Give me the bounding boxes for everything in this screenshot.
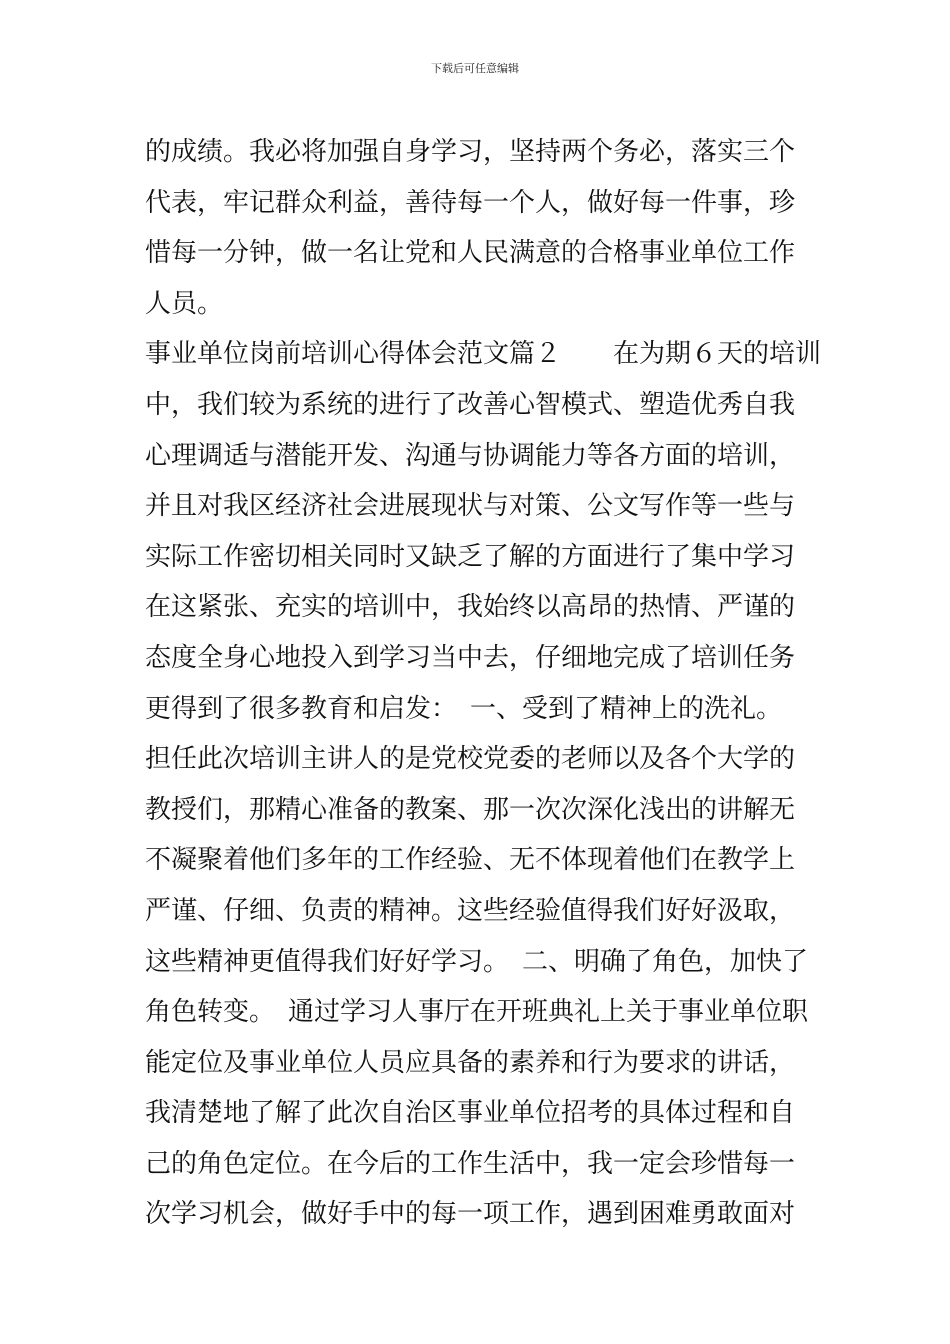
text-line: 代表，牢记群众利益，善待每一个人，做好每一件事，珍 bbox=[145, 187, 796, 218]
text-line: 己的角色定位。在今后的工作生活中，我一定会珍惜每一 bbox=[145, 1148, 796, 1179]
text-line: 角色转变。 通过学习人事厅在开班典礼上关于事业单位职 bbox=[145, 997, 809, 1028]
text-line: 心理调适与潜能开发、沟通与协调能力等各方面的培训， bbox=[145, 440, 796, 471]
text-line: 态度全身心地投入到学习当中去，仔细地完成了培训任务 bbox=[145, 642, 796, 673]
text-line: 惜每一分钟，做一名让党和人民满意的合格事业单位工作 bbox=[145, 238, 796, 269]
text-line: 实际工作密切相关同时又缺乏了解的方面进行了集中学习 bbox=[145, 541, 796, 572]
text-line: 并且对我区经济社会进展现状与对策、公文写作等一些与 bbox=[145, 491, 796, 522]
document-body bbox=[145, 127, 825, 1240]
text-line: 事业单位岗前培训心得体会范文篇２ 在为期６天的培训 bbox=[145, 339, 822, 370]
text-line: 次学习机会，做好手中的每一项工作，遇到困难勇敢面对 bbox=[145, 1199, 796, 1230]
text-line: 不凝聚着他们多年的工作经验、无不体现着他们在教学上 bbox=[145, 845, 796, 876]
text-line: 我清楚地了解了此次自治区事业单位招考的具体过程和自 bbox=[145, 1098, 796, 1129]
text-line: 更得到了很多教育和启发： 一、受到了精神上的洗礼。 bbox=[145, 693, 783, 724]
text-line: 严谨、仔细、负责的精神。这些经验值得我们好好汲取， bbox=[145, 895, 796, 926]
text-line: 人员。 bbox=[145, 288, 224, 319]
text-line: 担任此次培训主讲人的是党校党委的老师以及各个大学的 bbox=[145, 744, 796, 775]
text-line: 中，我们较为系统的进行了改善心智模式、塑造优秀自我 bbox=[145, 389, 796, 420]
text-line: 的成绩。我必将加强自身学习，坚持两个务必，落实三个 bbox=[145, 137, 796, 167]
text-line: 在这紧张、充实的培训中，我始终以高昂的热情、严谨的 bbox=[145, 592, 796, 623]
text-line: 这些精神更值得我们好好学习。 二、明确了角色，加快了 bbox=[145, 946, 809, 977]
text-line: 教授们，那精心准备的教案、那一次次深化浅出的讲解无 bbox=[145, 794, 796, 825]
page-header: 下载后可任意编辑 bbox=[431, 62, 519, 75]
text-line: 能定位及事业单位人员应具备的素养和行为要求的讲话， bbox=[145, 1047, 796, 1078]
